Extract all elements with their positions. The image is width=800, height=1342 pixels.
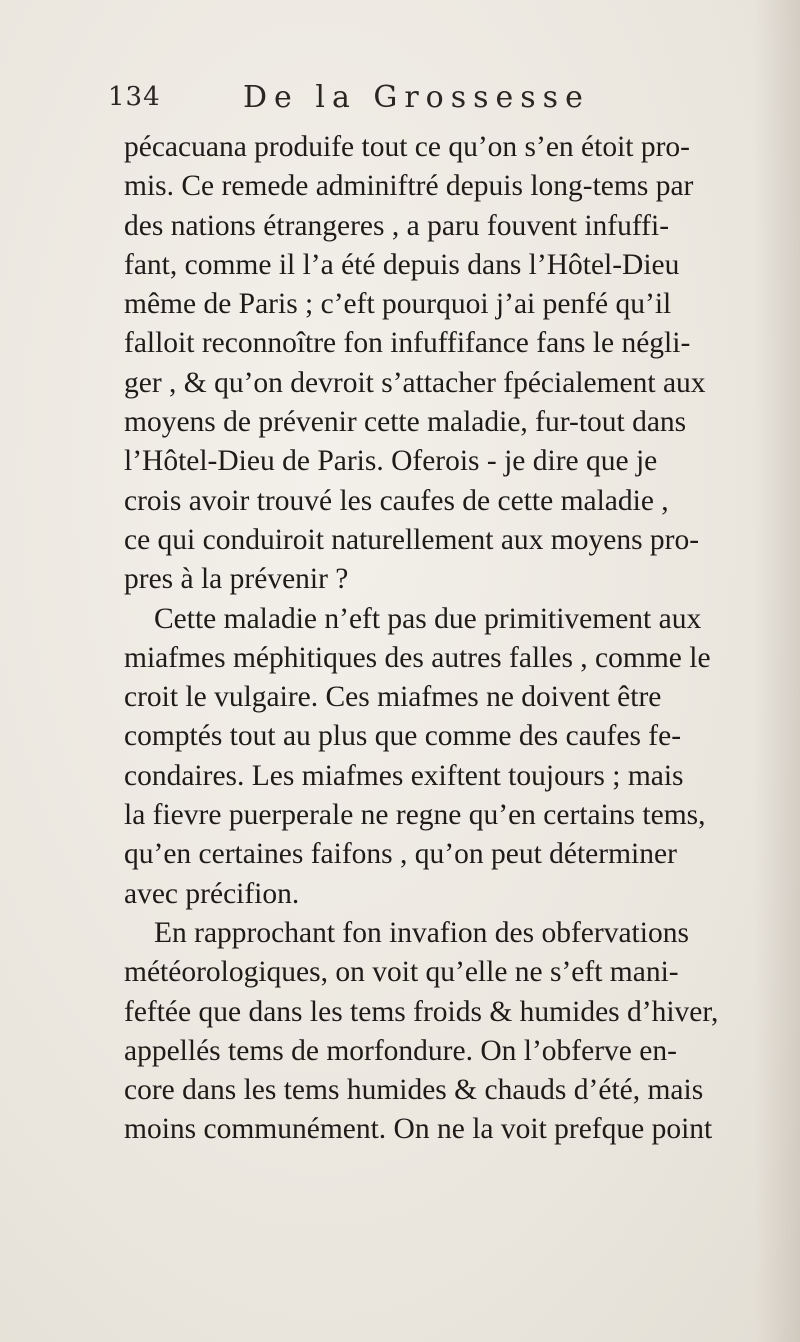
text-line: des nations étrangeres , a paru fouvent infuffi- (124, 209, 670, 242)
running-title: De la Grossesse (243, 80, 590, 115)
text-line: météorologiques, on voit qu’elle ne s’eft mani- (124, 956, 679, 989)
text-line: ce qui conduiroit naturellement aux moyens pro- (124, 523, 700, 556)
text-line: comptés tout au plus que comme des caufes fe- (124, 720, 682, 753)
text-line: crois avoir trouvé les caufes de cette maladie , (124, 484, 669, 517)
text-line: pres à la prévenir ? (124, 563, 349, 596)
text-line: la fievre puerperale ne regne qu’en certains tems, (124, 799, 706, 832)
text-line: condaires. Les miafmes exiftent toujours ; mais (124, 759, 684, 792)
text-line: appellés tems de morfondure. On l’obferve en- (124, 1034, 677, 1067)
page-header (108, 80, 668, 120)
text-line: moyens de prévenir cette maladie, fur-tout dans (124, 406, 687, 439)
text-line: avec précifion. (124, 877, 300, 910)
body-text (124, 128, 764, 1150)
paragraph-start-line: Cette maladie n’eft pas due primitivement aux (154, 602, 702, 635)
text-line: l’Hôtel-Dieu de Paris. Oferois - je dire que je (124, 445, 658, 478)
text-line: même de Paris ; c’eft pourquoi j’ai penfé qu’il (124, 288, 672, 321)
paragraph-start-line: En rapprochant fon invafion des obfervations (154, 916, 689, 949)
text-line: core dans les tems humides & chauds d’été, mais (124, 1074, 704, 1107)
text-line: croit le vulgaire. Ces miafmes ne doivent être (124, 681, 662, 714)
text-line: qu’en certaines faifons , qu’on peut déterminer (124, 838, 677, 871)
page-number: 134 (108, 82, 161, 112)
text-line: falloit reconnoître fon infuffifance fans le négli- (124, 327, 691, 360)
text-line: ger , & qu’on devroit s’attacher fpécialement aux (124, 366, 706, 399)
text-line: feftée que dans les tems froids & humides d’hiver, (124, 995, 719, 1028)
text-line: pécacuana produife tout ce qu’on s’en étoit pro- (124, 131, 691, 163)
text-line: moins communément. On ne la voit prefque point (124, 1113, 713, 1146)
text-line: fant, comme il l’a été depuis dans l’Hôtel-Dieu (124, 248, 680, 281)
text-line: miafmes méphitiques des autres falles , comme le (124, 641, 711, 674)
text-line: mis. Ce remede adminiftré depuis long-tems par (124, 170, 694, 203)
